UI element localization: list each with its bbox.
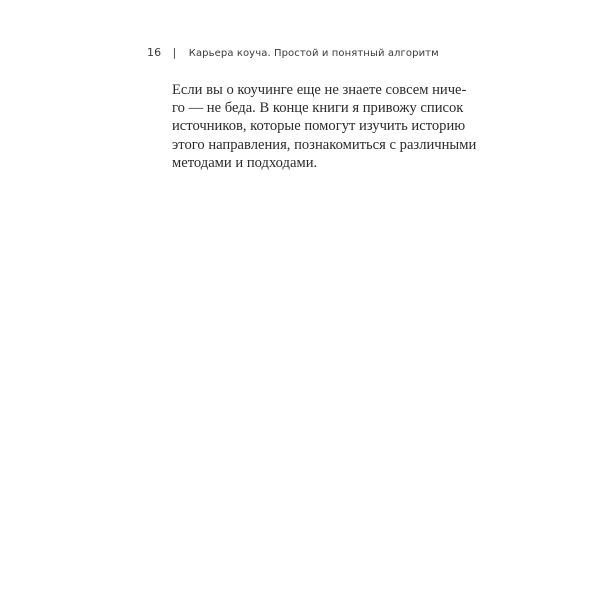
paragraph-line: методами и подходами.: [172, 154, 318, 171]
paragraph-line: этого направления, познакомиться с различными: [172, 136, 477, 153]
paragraph-line: Если вы о коучинге еще не знаете совсем ниче-: [172, 82, 467, 98]
paragraph-line: источников, которые помогут изучить историю: [172, 118, 466, 135]
paragraph-line: го — не беда. В конце книги я привожу список: [172, 100, 464, 117]
header-separator: |: [172, 47, 177, 59]
running-title: Карьера коуча. Простой и понятный алгоритм: [188, 48, 439, 59]
page-number: 16: [147, 46, 162, 59]
body-paragraph: [172, 81, 477, 172]
running-head: [147, 46, 439, 59]
